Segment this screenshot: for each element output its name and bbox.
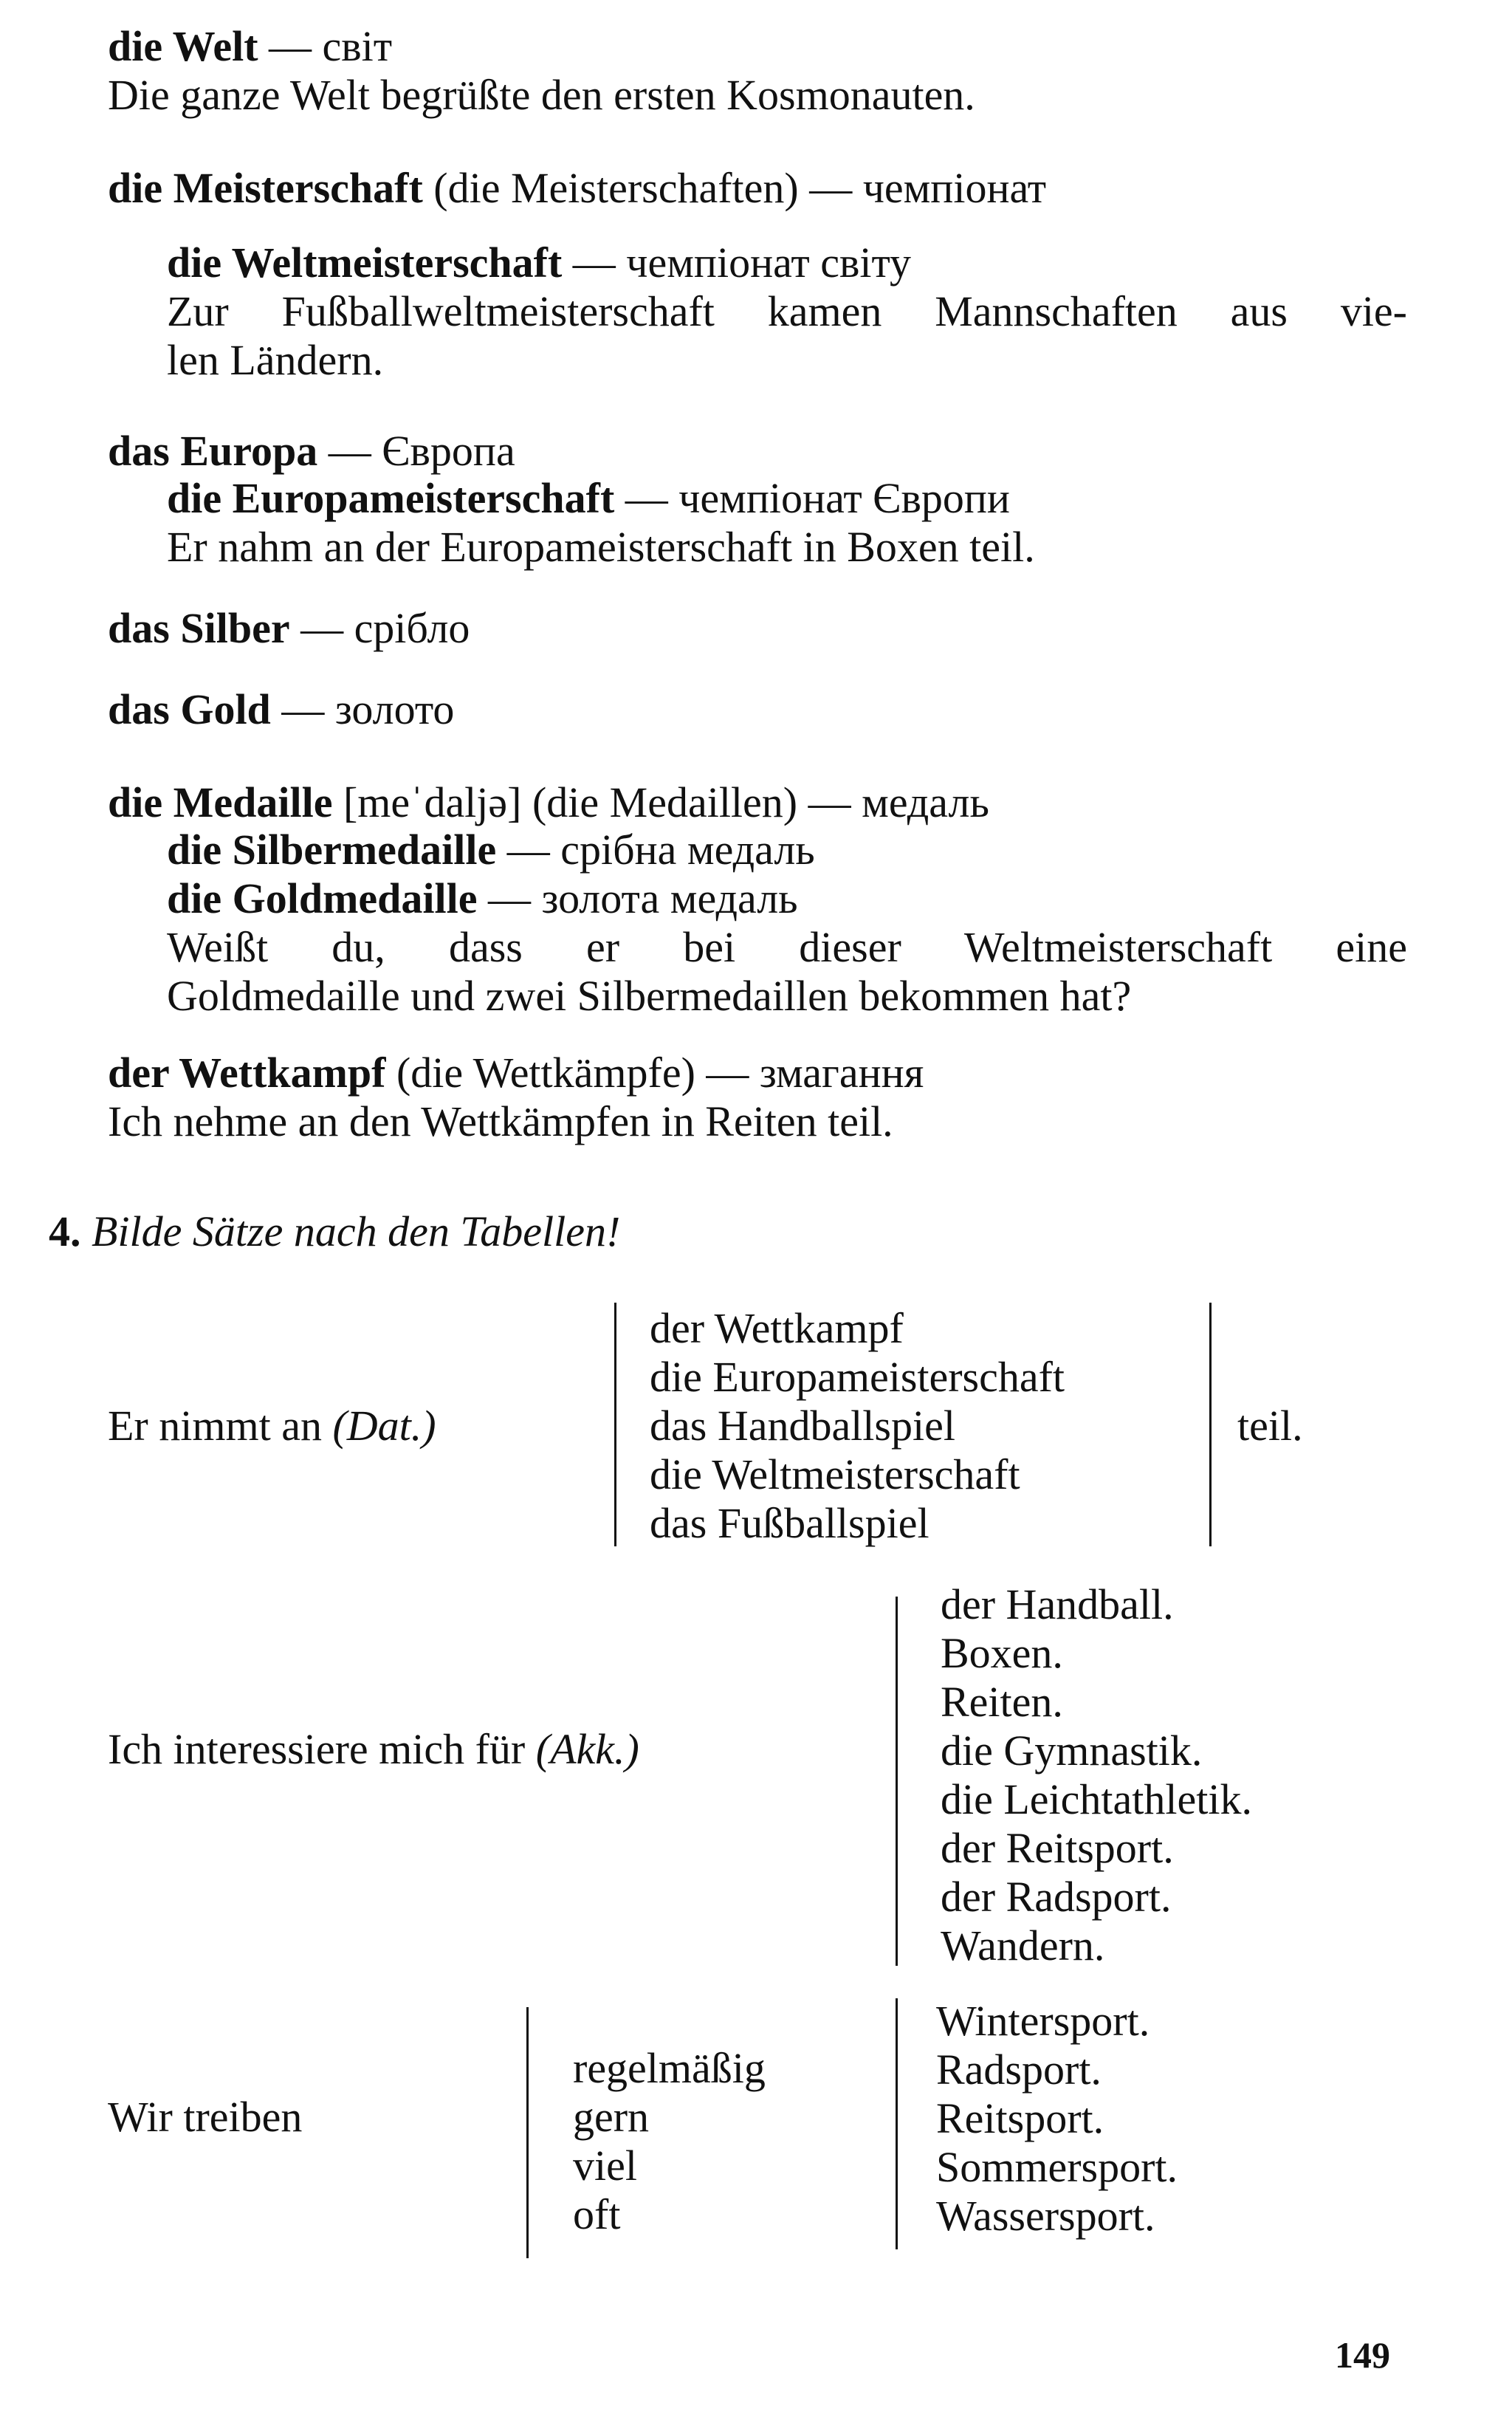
vocab-entry-wettkampf: der Wettkampf (die Wettkämpfe) — змагання Ich nehme an den Wettkämpfen in Reiten teil.	[108, 1049, 1407, 1146]
table2-subject: Ich interessiere mich für (Akk.)	[108, 1725, 639, 1773]
sport: Wassersport.	[936, 2192, 1155, 2240]
translation: золото	[334, 685, 455, 733]
translation: чемпіонат	[862, 164, 1047, 212]
translation: чемпіонат світу	[626, 239, 912, 287]
plural-form: (die Medaillen)	[532, 778, 798, 826]
translation: чемпіонат Європи	[678, 474, 1010, 522]
option: die Leichtathletik.	[941, 1775, 1252, 1823]
table1-divider-left	[614, 1303, 616, 1546]
headword: das Europa	[108, 427, 318, 475]
option: die Gymnastik.	[941, 1727, 1203, 1775]
vocab-subentry-goldmedaille: die Goldmedaille — золота медаль	[167, 874, 798, 922]
vocab-entry-meisterschaft: die Meisterschaft (die Meisterschaften) — чемпіонат	[108, 164, 1047, 212]
vocab-entry-welt: die Welt — світ Die ganze Welt begrüßte den ersten Kosmonauten.	[108, 22, 1407, 120]
option: Reiten.	[941, 1678, 1063, 1726]
translation: змагання	[759, 1049, 924, 1097]
table3-subject: Wir treiben	[108, 2093, 303, 2141]
example-sentence-cont: Goldmedaille und zwei Silbermedaillen bekommen hat?	[167, 972, 1132, 1020]
option: der Reitsport.	[941, 1824, 1174, 1872]
translation: золота медаль	[541, 874, 798, 922]
headword: das Silber	[108, 604, 290, 652]
sport: Sommersport.	[936, 2143, 1178, 2191]
headword: die Silbermedaille	[167, 826, 497, 874]
option: das Fußballspiel	[650, 1499, 929, 1547]
table1-subject: Er nimmt an (Dat.)	[108, 1402, 436, 1450]
table2-divider	[896, 1597, 898, 1966]
translation: срібло	[354, 604, 470, 652]
option: der Handball.	[941, 1580, 1174, 1628]
pronunciation: [meˈdaljə]	[343, 778, 522, 826]
vocab-subentry-europameisterschaft: die Europameisterschaft — чемпіонат Європи Er nahm an der Europameisterschaft in Boxen teil.	[108, 474, 1466, 572]
headword: die Goldmedaille	[167, 874, 478, 922]
option: die Weltmeisterschaft	[650, 1450, 1020, 1498]
vocab-subentry-silbermedaille: die Silbermedaille — срібна медаль	[167, 826, 815, 874]
exercise-instruction: Bilde Sätze nach den Tabellen!	[92, 1207, 621, 1255]
option: die Europameisterschaft	[650, 1353, 1065, 1401]
adverb: viel	[573, 2142, 637, 2190]
vocab-entry-silber: das Silber — срібло	[108, 604, 470, 652]
translation: світ	[322, 22, 393, 70]
option: Boxen.	[941, 1629, 1063, 1677]
headword: die Meisterschaft	[108, 164, 423, 212]
option: das Handballspiel	[650, 1402, 955, 1450]
table2-options	[941, 1580, 1252, 1970]
case-label: (Dat.)	[332, 1402, 436, 1450]
translation: медаль	[862, 778, 989, 826]
option: Wandern.	[941, 1921, 1105, 1969]
translation: срібна медаль	[560, 826, 815, 874]
option: der Radsport.	[941, 1873, 1172, 1921]
vocab-subentry-weltmeisterschaft: die Weltmeisterschaft — чемпіонат світу Zur Fußballweltmeisterschaft kamen Mannschaften aus vie- len Ländern.	[108, 239, 1466, 385]
table1-divider-right	[1209, 1303, 1212, 1546]
plural-form: (die Wettkämpfe)	[396, 1049, 695, 1097]
adverb: regelmäßig	[573, 2044, 766, 2092]
case-label: (Akk.)	[535, 1725, 639, 1773]
exercise-number: 4.	[49, 1207, 81, 1255]
table1-ending: teil.	[1237, 1402, 1303, 1450]
table3-divider-right	[896, 1998, 898, 2249]
option: der Wettkampf	[650, 1304, 904, 1352]
sport: Reitsport.	[936, 2094, 1104, 2142]
translation: Європа	[382, 427, 515, 475]
vocab-subentries-medaille	[108, 826, 1466, 1021]
vocab-entry-europa: das Europa — Європа	[108, 427, 515, 475]
plural-form: (die Meisterschaften)	[433, 164, 799, 212]
headword: die Welt	[108, 22, 258, 70]
table3-sports	[936, 1997, 1178, 2241]
headword: der Wettkampf	[108, 1049, 386, 1097]
adverb: oft	[573, 2190, 621, 2238]
adverb: gern	[573, 2093, 650, 2141]
table3-adverbs	[573, 2044, 766, 2239]
example-sentence: Ich nehme an den Wettkämpfen in Reiten teil.	[108, 1097, 893, 1145]
headword: die Medaille	[108, 778, 333, 826]
example-sentence: Die ganze Welt begrüßte den ersten Kosmonauten.	[108, 71, 975, 119]
table1-options	[650, 1304, 1065, 1548]
example-sentence: Zur Fußballweltmeisterschaft kamen Mannschaften aus vie-	[167, 287, 1407, 335]
vocab-entry-medaille: die Medaille [meˈdaljə] (die Medaillen) — медаль	[108, 778, 989, 826]
vocab-entry-gold: das Gold — золото	[108, 685, 455, 733]
table3-divider-left	[526, 2007, 529, 2258]
headword: die Weltmeisterschaft	[167, 239, 563, 287]
page-number: 149	[1335, 2334, 1390, 2376]
headword: das Gold	[108, 685, 271, 733]
sport: Radsport.	[936, 2046, 1102, 2094]
exercise-heading	[49, 1207, 620, 1256]
example-sentence-cont: len Ländern.	[167, 336, 384, 384]
headword: die Europameisterschaft	[167, 474, 615, 522]
example-sentence: Weißt du, dass er bei dieser Weltmeisterschaft eine	[167, 923, 1407, 971]
sport: Wintersport.	[936, 1997, 1150, 2045]
example-sentence: Er nahm an der Europameisterschaft in Boxen teil.	[167, 523, 1035, 571]
